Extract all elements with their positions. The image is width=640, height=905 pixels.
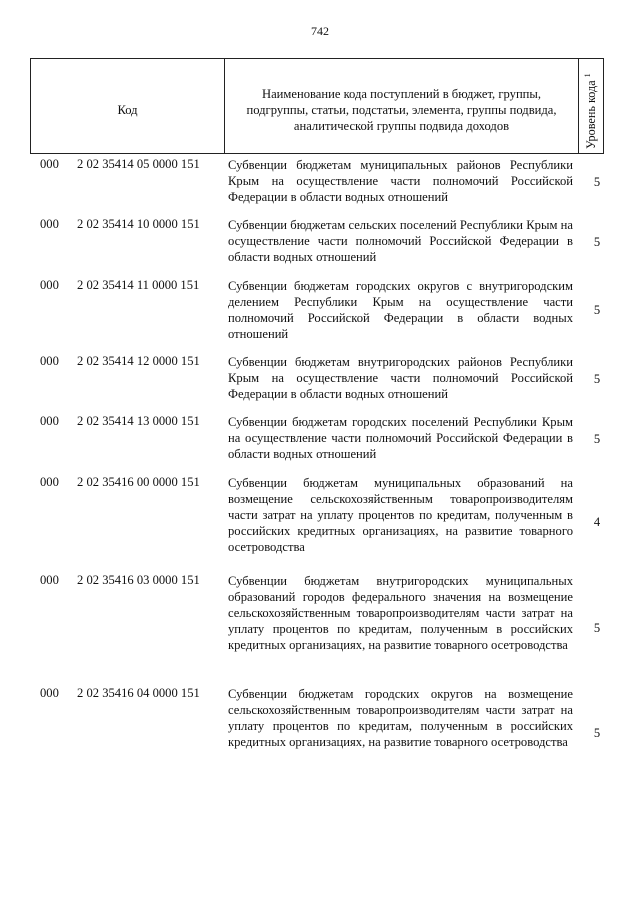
admin-code: 000 bbox=[40, 217, 59, 231]
income-name: Субвенции бюджетам городских поселений Республики Крым на осуществление части полномочий Российской Федерации в области водных отношений bbox=[228, 415, 573, 461]
table-header bbox=[30, 58, 604, 154]
income-name: Субвенции бюджетам городских округов на возмещение сельскохозяйственным товаропроизводителям части затрат на уплату процентов по кредитам, полученным в российских кредитных организациях, на развитие товарного осетроводства bbox=[228, 687, 573, 749]
admin-code: 000 bbox=[40, 573, 59, 587]
admin-code: 000 bbox=[40, 686, 59, 700]
income-name: Субвенции бюджетам муниципальных районов Республики Крым на осуществление части полномочий Российской Федерации в области водных отношений bbox=[228, 158, 573, 204]
header-level-footnote: 1 bbox=[582, 73, 592, 78]
income-name: Субвенции бюджетам сельских поселений Республики Крым на осуществление части полномочий Российской Федерации в области водных отношений bbox=[228, 218, 573, 264]
admin-code: 000 bbox=[40, 354, 59, 368]
code-level: 5 bbox=[593, 372, 601, 386]
income-code: 2 02 35414 11 0000 151 bbox=[77, 278, 200, 292]
code-level: 5 bbox=[593, 621, 601, 635]
admin-code: 000 bbox=[40, 475, 59, 489]
income-code: 2 02 35414 10 0000 151 bbox=[77, 217, 200, 231]
admin-code: 000 bbox=[40, 278, 59, 292]
code-level: 5 bbox=[593, 235, 601, 249]
income-name: Субвенции бюджетам внутригородских районов Республики Крым на осуществление части полномочий Российской Федерации в области водных отношений bbox=[228, 355, 573, 401]
code-level: 5 bbox=[593, 432, 601, 446]
income-name: Субвенции бюджетам городских округов с внутригородским делением Республики Крым на осуществление части полномочий Российской Федерации в области водных отношений bbox=[228, 279, 573, 341]
income-code: 2 02 35414 12 0000 151 bbox=[77, 354, 200, 368]
code-level: 5 bbox=[593, 303, 601, 317]
page-number: 742 bbox=[311, 24, 329, 38]
header-name: Наименование кода поступлений в бюджет, группы, подгруппы, статьи, подстатьи, элемента, группы подвида, аналитической группы подвида доходов bbox=[225, 59, 579, 153]
income-code: 2 02 35416 00 0000 151 bbox=[77, 475, 200, 489]
income-code: 2 02 35416 03 0000 151 bbox=[77, 573, 200, 587]
code-level: 4 bbox=[593, 515, 601, 529]
income-code: 2 02 35416 04 0000 151 bbox=[77, 686, 200, 700]
income-name: Субвенции бюджетам муниципальных образований на возмещение сельскохозяйственным товаропроизводителям части затрат на уплату процентов по кредитам, полученным в российских кредитных организациях, на развитие товарного осетроводства bbox=[228, 476, 573, 554]
income-name: Субвенции бюджетам внутригородских муниципальных образований городов федерального значения на возмещение сельскохозяйственным товаропроизводителям части затрат на уплату процентов по кредитам, полученным в российских кредитных организациях, на развитие товарного осетроводства bbox=[228, 574, 573, 652]
admin-code: 000 bbox=[40, 414, 59, 428]
income-code: 2 02 35414 05 0000 151 bbox=[77, 157, 200, 171]
header-level bbox=[579, 59, 603, 153]
code-level: 5 bbox=[593, 726, 601, 740]
header-level-label: Уровень кода bbox=[584, 80, 598, 149]
income-code: 2 02 35414 13 0000 151 bbox=[77, 414, 200, 428]
code-level: 5 bbox=[593, 175, 601, 189]
admin-code: 000 bbox=[40, 157, 59, 171]
header-code: Код bbox=[31, 59, 225, 153]
